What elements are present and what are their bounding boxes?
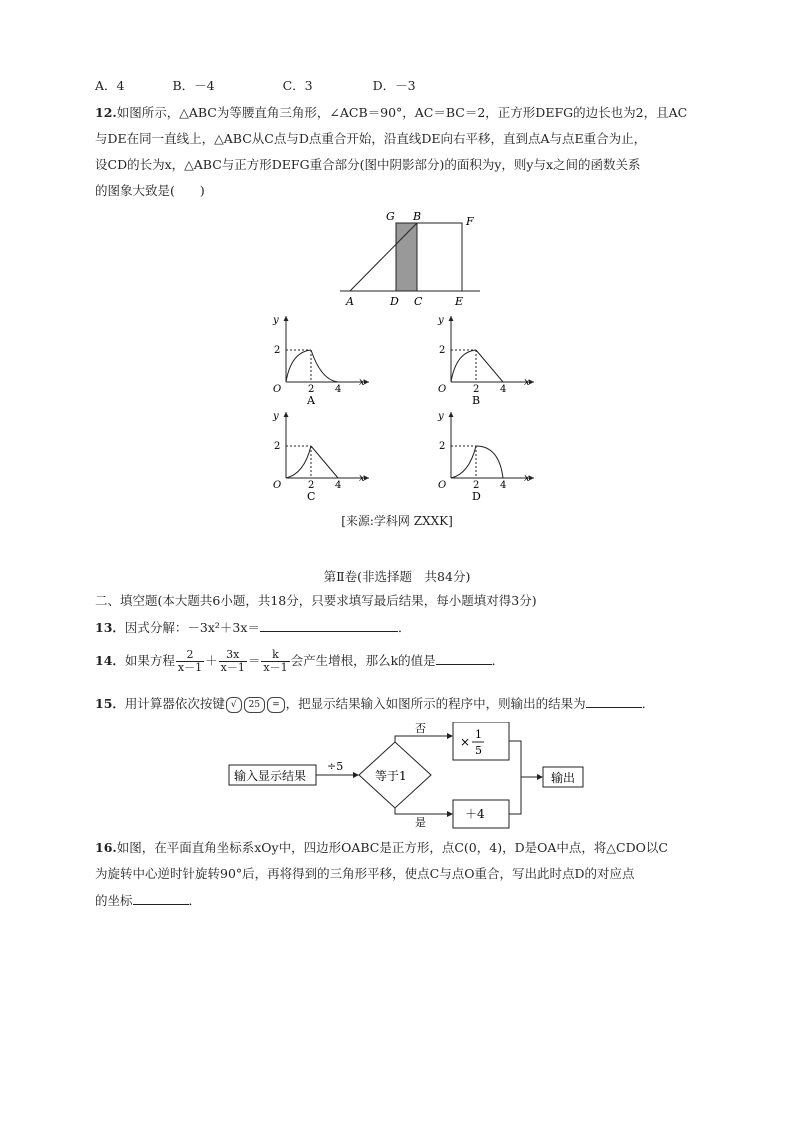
q15 bbox=[95, 694, 654, 714]
label-b: B bbox=[413, 210, 422, 223]
sqrt-key: √ bbox=[226, 697, 242, 713]
y-tick-2: 2 bbox=[274, 345, 281, 356]
origin-label: O bbox=[438, 480, 447, 491]
graph-letter: A bbox=[307, 394, 315, 407]
origin-label: O bbox=[273, 384, 282, 395]
label-f: F bbox=[466, 215, 474, 228]
x-tick-2: 2 bbox=[308, 480, 315, 491]
flow-divide-label: ÷5 bbox=[327, 760, 344, 773]
program-flowchart bbox=[225, 722, 595, 832]
q16-end: ． bbox=[188, 893, 202, 908]
x-tick-4: 4 bbox=[335, 480, 342, 491]
q14-post: 会产生增根，那么k的值是 bbox=[290, 653, 436, 668]
x-axis-label: x bbox=[359, 377, 365, 388]
x-tick-2: 2 bbox=[473, 480, 480, 491]
q12-line-3: 设CD的长为x，△ABC与正方形DEFG重合部分(图中阴影部分)的面积为y，则y与x之间的函数关系 bbox=[95, 157, 641, 172]
graph-letter: B bbox=[472, 394, 481, 407]
q14-equals: ＝ bbox=[247, 653, 261, 668]
section-2-title: 第Ⅱ卷(非选择题 共84分) bbox=[323, 569, 471, 584]
flow-frac-num: 1 bbox=[475, 728, 482, 741]
q11-options bbox=[95, 78, 416, 94]
graph-letter: D bbox=[472, 490, 481, 503]
q13-text: 因式分解：－3x²＋3x＝ bbox=[124, 620, 260, 635]
flow-yes-label: 是 bbox=[415, 816, 426, 829]
x-tick-4: 4 bbox=[335, 384, 342, 395]
y-axis-label: y bbox=[273, 315, 279, 326]
graph-b bbox=[431, 310, 541, 408]
x-tick-2: 2 bbox=[473, 384, 480, 395]
y-axis-label: y bbox=[438, 411, 444, 422]
graph-a bbox=[266, 310, 376, 408]
q12-line-1 bbox=[95, 105, 687, 121]
q14-answer-blank[interactable] bbox=[436, 652, 492, 665]
label-c: C bbox=[414, 295, 423, 308]
q12-line-4: 的图象大致是( ) bbox=[95, 183, 205, 198]
source-note: [来源:学科网 ZXXK] bbox=[341, 514, 453, 528]
q16-answer-blank[interactable] bbox=[133, 892, 189, 905]
y-tick-2: 2 bbox=[439, 441, 446, 452]
key-25: 25 bbox=[244, 697, 265, 713]
y-axis-label: y bbox=[273, 411, 279, 422]
flow-times-sign: × bbox=[460, 735, 471, 749]
x-axis-label: x bbox=[359, 473, 365, 484]
q11-option-b: B．－4 bbox=[172, 78, 215, 93]
q14-end: ． bbox=[491, 653, 505, 668]
q15-pre: 用计算器依次按键 bbox=[124, 696, 225, 711]
graph-c bbox=[266, 406, 376, 504]
q12-number: 12. bbox=[95, 105, 117, 120]
q13-number: 13． bbox=[95, 620, 125, 635]
q12-figure bbox=[330, 205, 490, 310]
q16-line-3 bbox=[95, 892, 201, 909]
q14 bbox=[95, 644, 504, 678]
q16-line-1 bbox=[95, 840, 668, 856]
graph-d bbox=[431, 406, 541, 504]
q11-option-c: C．3 bbox=[282, 78, 313, 93]
x-axis-label: x bbox=[524, 473, 530, 484]
q16-text-3: 的坐标 bbox=[95, 893, 133, 908]
y-tick-2: 2 bbox=[274, 441, 281, 452]
flow-decision-text: 等于1 bbox=[375, 769, 407, 783]
x-tick-4: 4 bbox=[500, 480, 507, 491]
label-a: A bbox=[346, 295, 354, 308]
q12-text-1: 如图所示，△ABC为等腰直角三角形，∠ACB＝90°，AC＝BC＝2，正方形DEFG的边长也为2，且AC bbox=[116, 105, 688, 120]
x-tick-4: 4 bbox=[500, 384, 507, 395]
graph-letter: C bbox=[307, 490, 316, 503]
flow-output-text: 输出 bbox=[551, 771, 576, 785]
label-d: D bbox=[390, 295, 399, 308]
q14-fraction-1: $\frac{2}{x-1}$ bbox=[177, 648, 203, 674]
q15-end: ． bbox=[641, 696, 655, 711]
q14-pre: 如果方程 bbox=[124, 653, 175, 668]
q11-option-a: A．4 bbox=[95, 78, 125, 93]
origin-label: O bbox=[438, 384, 447, 395]
q14-plus: ＋ bbox=[205, 653, 218, 668]
label-g: G bbox=[386, 210, 395, 223]
part-2-heading: 二、填空题(本大题共6小题，共18分，只要求填写最后结果，每小题填对得3分) bbox=[95, 593, 537, 608]
flow-no-label: 否 bbox=[415, 722, 426, 735]
q14-number: 14． bbox=[95, 653, 125, 668]
q16-line-2: 为旋转中心逆时针旋转90°后，再将得到的三角形平移，使点C与点O重合，写出此时点D的对应点 bbox=[95, 866, 635, 881]
flow-input-text: 输入显示结果 bbox=[234, 769, 307, 783]
q14-fraction-3: $\frac{k}{x-1}$ bbox=[263, 648, 288, 674]
q14-fraction-2: $\frac{3x}{x-1}$ bbox=[220, 648, 245, 674]
x-axis-label: x bbox=[524, 377, 530, 388]
y-tick-2: 2 bbox=[439, 345, 446, 356]
label-e: E bbox=[455, 295, 464, 308]
flow-plus4-text: ＋4 bbox=[465, 807, 485, 821]
q13 bbox=[95, 619, 410, 636]
q13-end: ． bbox=[397, 620, 411, 635]
flow-frac-den: 5 bbox=[475, 744, 482, 757]
q15-post: ，把显示结果输入如图所示的程序中，则输出的结果为 bbox=[285, 696, 586, 711]
equals-key: = bbox=[267, 697, 285, 713]
q16-text-1: 如图，在平面直角坐标系xOy中，四边形OABC是正方形，点C(0，4)，D是OA中点，将△CDO以C bbox=[116, 840, 668, 855]
y-axis-label: y bbox=[438, 315, 444, 326]
q12-line-2: 与DE在同一直线上，△ABC从C点与D点重合开始，沿直线DE向右平移，直到点A与点E重合为止， bbox=[95, 131, 647, 146]
q15-answer-blank[interactable] bbox=[586, 695, 642, 708]
x-tick-2: 2 bbox=[308, 384, 315, 395]
origin-label: O bbox=[273, 480, 282, 491]
q13-answer-blank[interactable] bbox=[260, 619, 398, 632]
q11-option-d: D．－3 bbox=[372, 78, 416, 93]
q15-number: 15． bbox=[95, 696, 125, 711]
q16-number: 16. bbox=[95, 840, 117, 855]
